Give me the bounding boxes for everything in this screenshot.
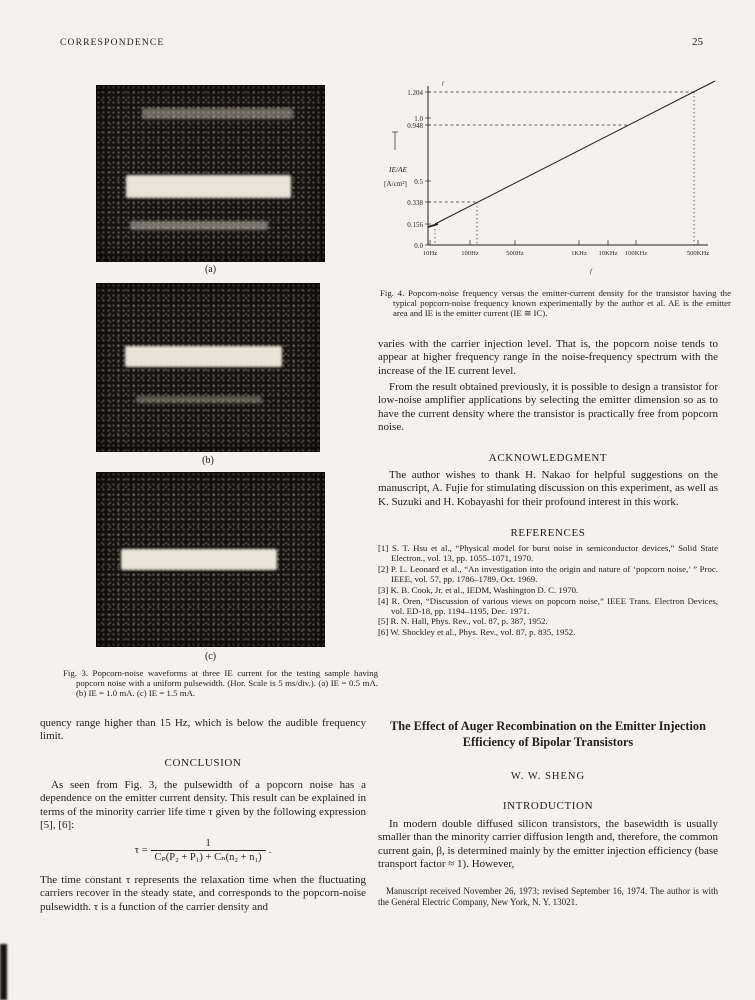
figure-4-chart [376, 76, 718, 280]
body-paragraph: From the result obtained previously, it is possible to design a transistor for low-noise amplifier applications by selecting the emitter dimension so as to have the current density where the transistor is practically free from popcorn noise. [378, 381, 718, 434]
x-tick-label: 10KHz [598, 250, 618, 257]
figure-4-caption: Fig. 4. Popcorn-noise frequency versus the emitter-current density for the transistor having the typical popcorn-noise frequency known experimentally by the author et al. AE is the emitter area and IE is the emitter current (IE ≅ IC). [380, 288, 731, 319]
data-line-start [428, 224, 438, 227]
article-title: The Effect of Auger Recombination on the Emitter Injection Efficiency of Bipolar Transistors [390, 719, 706, 749]
equation-numerator: 1 [151, 838, 266, 851]
lifetime-equation [40, 838, 366, 863]
y-tick-label: 1.204 [407, 89, 423, 97]
reference-item: [6] W. Shockley et al., Phys. Rev., vol. 87, p. 835, 1952. [378, 627, 576, 638]
x-axis-label: f [590, 268, 592, 275]
y-tick-label: 0.948 [407, 122, 423, 130]
reference-item: [4] R. Oren, “Discussion of various views on popcorn noise,” IEEE Trans. Electron Devices, vol. ED-18, pp. 1194–1195, Dec. 1971. [378, 595, 718, 616]
photo-label: (b) [202, 455, 214, 466]
equation-lhs: τ = [134, 844, 148, 856]
x-tick-label: 1KHz [571, 250, 587, 257]
reference-item: [5] R. N. Hall, Phys. Rev., vol. 87, p. 387, 1952. [378, 616, 548, 627]
acknowledgment-paragraph: The author wishes to thank H. Nakao for helpful suggestions on the manuscript, A. Fujie for stimulating discussion on this experiment, as well as K. Suzuki and H. Kobayashi for their profound interest in this work. [378, 469, 718, 508]
conclusion-heading: CONCLUSION [164, 757, 242, 769]
oscillograph-photo-b [96, 283, 320, 452]
y-tick-label: 0.338 [407, 199, 423, 207]
scan-smudge [0, 944, 7, 1000]
running-header: CORRESPONDENCE [60, 38, 165, 48]
acknowledgment-heading: ACKNOWLEDGMENT [488, 452, 608, 464]
conclusion-paragraph: As seen from Fig. 3, the pulsewidth of a popcorn noise has a dependence on the emitter current density. This result can be explained in terms of the minority carrier life time τ given by the following expression [5], [6]: [40, 779, 366, 832]
closing-paragraph: The time constant τ represents the relaxation time when the fluctuating carriers recover in the steady state, and corresponds to the popcorn-noise pulsewidth. τ is a function of the carrier density and [40, 874, 366, 913]
x-tick-label: 100KHz [624, 250, 648, 257]
waveform-trace [125, 346, 282, 368]
article-author: W. W. SHENG [510, 771, 586, 782]
waveform-trace [136, 396, 261, 403]
references-list [378, 543, 718, 638]
x-tick-label: 500KHz [686, 250, 710, 257]
waveform-trace [126, 175, 291, 198]
x-tick-label: 100Hz [461, 250, 479, 257]
figure-3-caption: Fig. 3. Popcorn-noise waveforms at three IE current for the testing sample having popcorn noise with a uniform pulsewidth. (Hor. Scale is 5 ms/div.). (a) IE = 0.5 mA. (b) IE = 1.0 mA. (c) IE = 1.5 mA. [63, 668, 378, 699]
page-number: 25 [692, 36, 703, 48]
y-tick-label: 0.156 [407, 221, 423, 229]
reference-item: [2] P. L. Leonard et al., “An investigation into the origin and nature of ‘popcorn noise,’ ” Proc. IEEE, vol. 57, pp. 1786–1789, Oct. 1969. [378, 563, 718, 585]
equation-suffix: . [268, 844, 272, 856]
y-axis-label: IE/AE [389, 165, 408, 174]
body-paragraph: varies with the carrier injection level. That is, the popcorn noise tends to appear at higher frequency range in the noise-frequency spectrum with the increase of the IE current level. [378, 338, 718, 377]
y-tick-label: 1.0 [414, 115, 423, 123]
introduction-heading: INTRODUCTION [502, 800, 594, 812]
y-tick-label: 0.5 [414, 178, 423, 186]
stray-mark: f [442, 81, 444, 87]
manuscript-footnote: Manuscript received November 26, 1973; revised September 16, 1974. The author is with the General Electric Company, New York, N. Y. 13021. [378, 886, 718, 907]
equation-denominator: Cₚ(P₂ + P₁) + Cₙ(n₂ + n₁) [154, 852, 262, 863]
y-axis-unit: [A/cm²] [384, 180, 407, 188]
intro-paragraph: In modern double diffused silicon transistors, the basewidth is usually smaller than the minority carrier diffusion length and, therefore, the common current gain, β, is determined mainly by the emitter injection efficiency (base transport factor ≈ 1). However, [378, 818, 718, 871]
waveform-trace [121, 549, 277, 570]
data-line [435, 81, 715, 224]
reference-item: [1] S. T. Hsu et al., “Physical model for burst noise in semiconductor devices,” Solid State Electron., vol. 13, pp. 1055–1071, 1970. [378, 543, 718, 564]
oscillograph-photo-c [96, 472, 325, 647]
references-heading: REFERENCES [510, 527, 586, 539]
oscillograph-photo-a [96, 85, 325, 262]
photo-label: (c) [204, 651, 217, 662]
photo-label: (a) [204, 264, 217, 275]
waveform-trace [142, 108, 293, 119]
waveform-trace [130, 221, 267, 230]
paragraph-continuation: quency range higher than 15 Hz, which is below the audible frequency limit. [40, 717, 366, 743]
reference-item: [3] K. B. Cook, Jr. et al., IEDM, Washington D. C. 1970. [378, 584, 579, 595]
x-tick-label: 10Hz [422, 250, 438, 257]
x-tick-label: 500Hz [506, 250, 524, 257]
y-tick-label: 0.0 [414, 242, 423, 250]
